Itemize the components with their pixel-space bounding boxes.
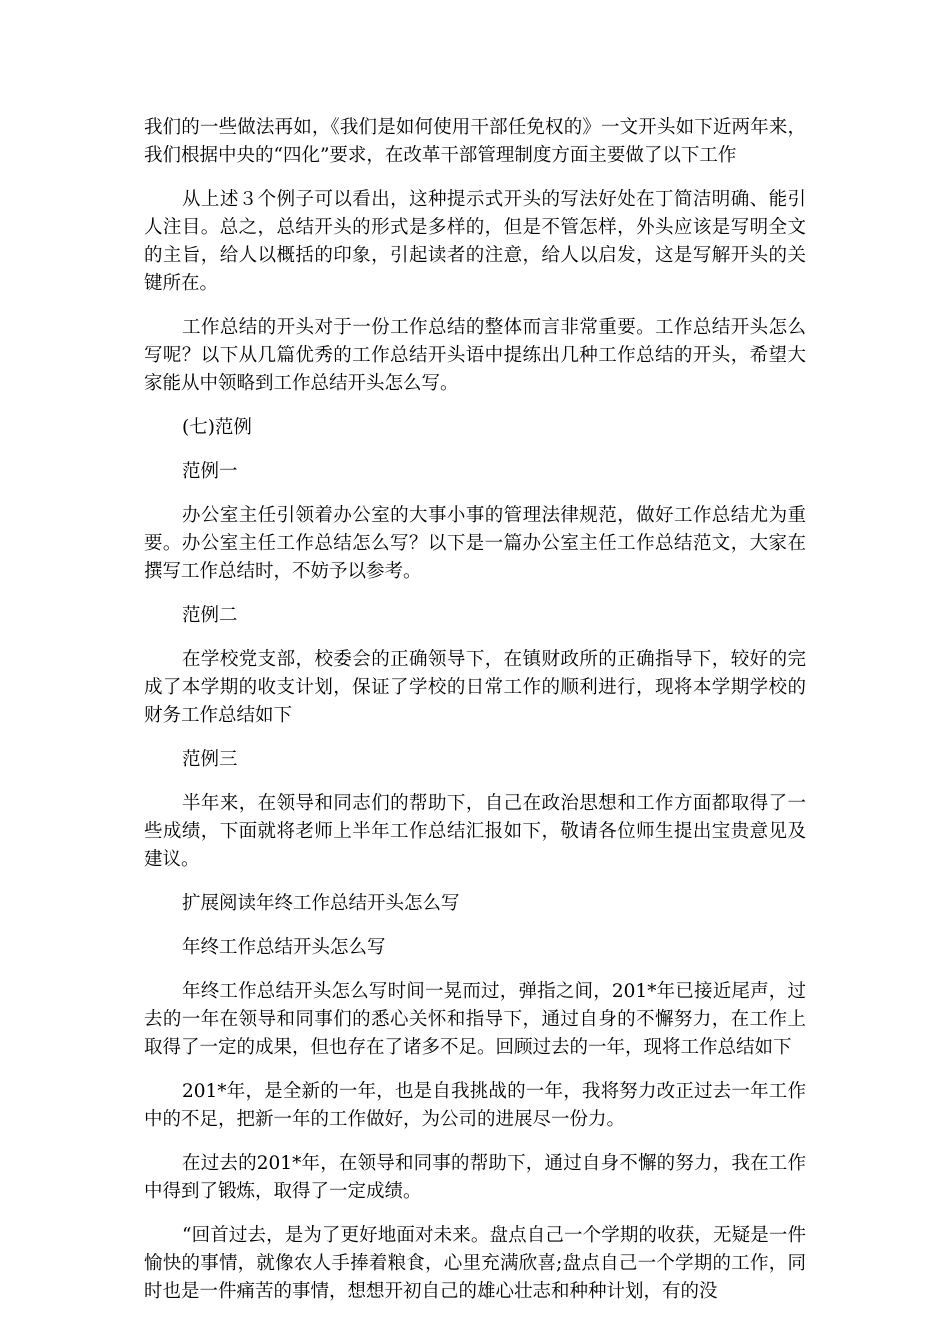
paragraph-year-end-4: “回首过去，是为了更好地面对未来。盘点自己一个学期的收获，无疑是一件愉快的事情，就像农人手捧着粮食，心里充满欣喜;盘点自己一个学期的工作，同时也是一件痛苦的事情，想想开初自己的雄心壮志和种种计划，有的没 [144,1225,806,1302]
document-page [144,114,806,1322]
paragraph-2: 从上述３个例子可以看出，这种提示式开头的写法好处在丁简洁明确、能引人注目。总之，总结开头的形式是多样的，但是不管怎样，外头应该是写明全文的主旨，给人以概括的印象，引起读者的注意，给人以启发，这是写解开头的关键所在。 [144,189,806,294]
example-one-heading: 范例一 [182,461,238,482]
paragraph-example-three: 半年来，在领导和同志们的帮助下，自己在政治思想和工作方面都取得了一些成绩，下面就将老师上半年工作总结汇报如下，敬请各位师生提出宝贵意见及建议。 [144,793,806,870]
extended-reading-heading: 扩展阅读年终工作总结开头怎么写 [182,893,460,914]
paragraph-example-one: 办公室主任引领着办公室的大事小事的管理法律规范，做好工作总结尤为重要。办公室主任工作总结怎么写？以下是一篇办公室主任工作总结范文，大家在撰写工作总结时，不妨予以参考。 [144,505,806,582]
paragraph-3: 工作总结的开头对于一份工作总结的整体而言非常重要。工作总结开头怎么写呢？以下从几篇优秀的工作总结开头语中提练出几种工作总结的开头，希望大家能从中领略到工作总结开头怎么写。 [144,317,806,394]
paragraph-1: 我们的一些做法再如，《我们是如何使用干部任免权的》一文开头如下近两年来，我们根据中央的“四化”要求，在改革干部管理制度方面主要做了以下工作 [144,117,806,166]
year-end-heading: 年终工作总结开头怎么写 [182,937,386,958]
example-two-heading: 范例二 [182,605,238,626]
example-three-heading: 范例三 [182,749,238,770]
paragraph-year-end-2: 201*年，是全新的一年，也是自我挑战的一年，我将努力改正过去一年工作中的不足，把新一年的工作做好，为公司的进展尽一份力。 [144,1081,806,1130]
section-heading-examples: (七)范例 [182,417,252,438]
paragraph-year-end-1: 年终工作总结开头怎么写时间一晃而过，弹指之间，201*年已接近尾声，过去的一年在领导和同事们的悉心关怀和指导下，通过自身的不懈努力，在工作上取得了一定的成果，但也存在了诸多不足。回顾过去的一年，现将工作总结如下 [144,981,806,1058]
paragraph-year-end-3: 在过去的201*年，在领导和同事的帮助下，通过自身不懈的努力，我在工作中得到了锻炼，取得了一定成绩。 [144,1153,806,1202]
paragraph-example-two: 在学校党支部，校委会的正确领导下，在镇财政所的正确指导下，较好的完成了本学期的收支计划，保证了学校的日常工作的顺利进行，现将本学期学校的财务工作总结如下 [144,649,806,726]
